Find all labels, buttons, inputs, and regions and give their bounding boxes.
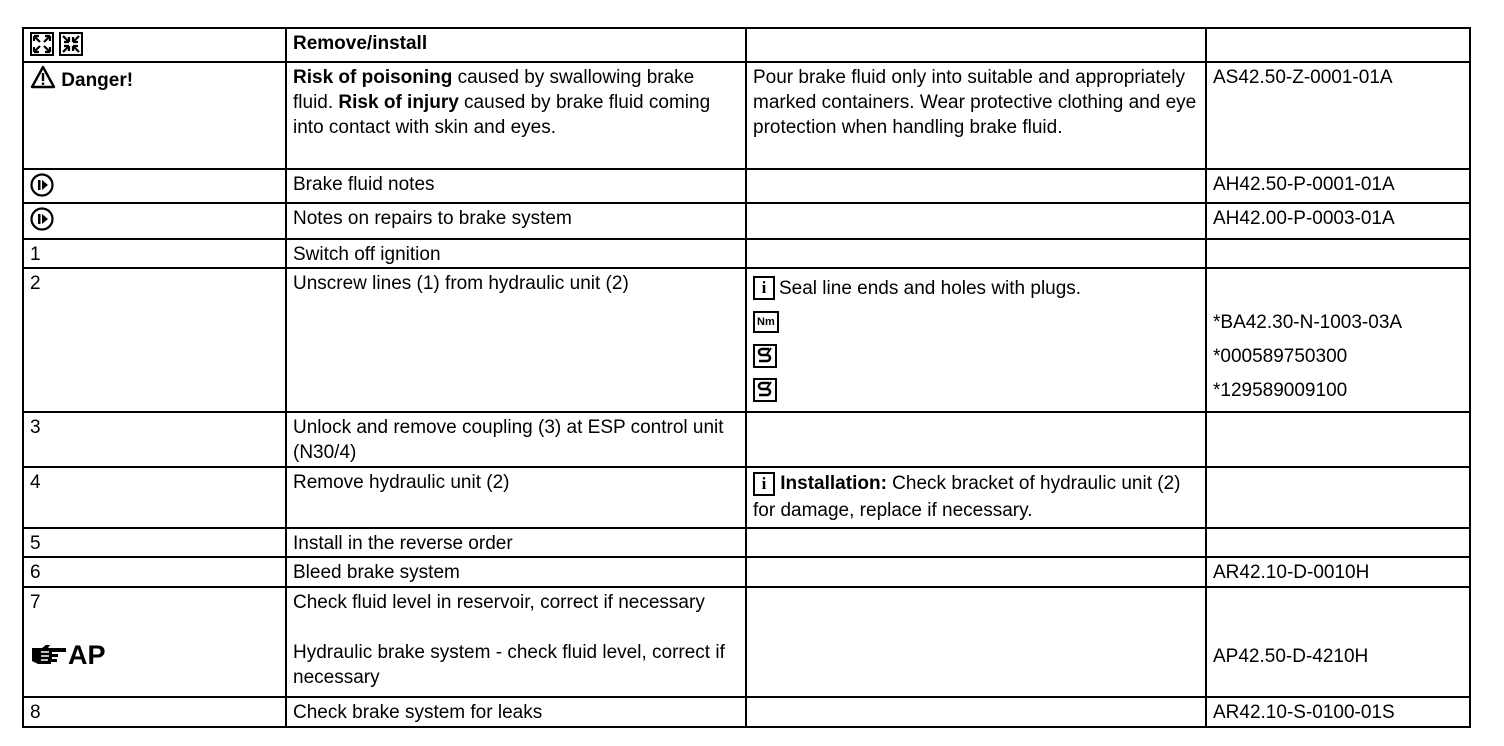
step-number: 6	[23, 557, 286, 587]
info-text: Check bracket of hydraulic unit (2) for damage, replace if necessary.	[753, 473, 1181, 521]
danger-label: Danger!	[61, 70, 134, 91]
info-label: Installation:	[780, 473, 887, 494]
danger-description: Risk of poisoning caused by swallowing brake fluid. Risk of injury caused by brake fluid coming into contact with skin and eyes.	[286, 62, 746, 169]
table-row	[23, 412, 1470, 467]
table-row	[23, 28, 1470, 62]
ap-label: AP	[68, 639, 106, 670]
tool-ref-link[interactable]: *000589750300	[1213, 345, 1348, 367]
note-icon	[30, 173, 54, 197]
expand-icon[interactable]	[30, 32, 54, 56]
step-number: 5	[23, 528, 286, 557]
table-row	[23, 268, 1470, 412]
step-number: 1	[23, 239, 286, 268]
step-text: Switch off ignition	[286, 239, 746, 268]
torque-icon: Nm	[753, 311, 779, 333]
step-ref-link[interactable]: AR42.10-D-0010H	[1206, 557, 1470, 587]
table-row	[23, 697, 1470, 727]
danger-measure: Pour brake fluid only into suitable and appropriately marked containers. Wear protective clothing and eye protection when handling brake fluid.	[746, 62, 1206, 169]
note-text: Notes on repairs to brake system	[286, 203, 746, 239]
info-icon: i	[753, 276, 775, 300]
special-tool-icon	[753, 344, 777, 368]
warning-triangle-icon	[30, 65, 56, 89]
special-tool-icon	[753, 378, 777, 402]
info-text: Seal line ends and holes with plugs.	[779, 277, 1082, 299]
repair-instructions-table	[22, 27, 1471, 728]
step-text: Install in the reverse order	[286, 528, 746, 557]
step-ref-link[interactable]: AR42.10-S-0100-01S	[1206, 697, 1470, 727]
ap-text: Hydraulic brake system - check fluid level, correct if necessary	[293, 642, 725, 688]
step-text: Bleed brake system	[286, 557, 746, 587]
table-row	[23, 467, 1470, 528]
pointing-hand-icon	[30, 644, 68, 666]
table-row	[23, 203, 1470, 239]
step-number: 3	[23, 412, 286, 467]
note-ref-link[interactable]: AH42.50-P-0001-01A	[1206, 169, 1470, 203]
table-row	[23, 557, 1470, 587]
step-text: Unlock and remove coupling (3) at ESP control unit (N30/4)	[286, 412, 746, 467]
danger-cell	[23, 62, 286, 169]
danger-ref-link[interactable]: AS42.50-Z-0001-01A	[1206, 62, 1470, 169]
step-number: 4	[23, 467, 286, 528]
step-text: Check fluid level in reservoir, correct if necessary	[293, 592, 705, 613]
step-number: 2	[23, 268, 286, 412]
table-row	[23, 62, 1470, 169]
step-text: Unscrew lines (1) from hydraulic unit (2)	[286, 268, 746, 412]
step-text: Check brake system for leaks	[286, 697, 746, 727]
note-text: Brake fluid notes	[286, 169, 746, 203]
step-number: 8	[23, 697, 286, 727]
torque-ref-link[interactable]: *BA42.30-N-1003-03A	[1213, 311, 1403, 333]
collapse-icon[interactable]	[59, 32, 83, 56]
table-row	[23, 169, 1470, 203]
table-row	[23, 587, 1470, 697]
header-icons-cell	[23, 28, 286, 62]
step-number: 7	[30, 592, 41, 613]
note-ref-link[interactable]: AH42.00-P-0003-01A	[1206, 203, 1470, 239]
action-title: Remove/install	[286, 28, 746, 62]
step-ref-link[interactable]: AP42.50-D-4210H	[1213, 646, 1369, 667]
tool-ref-link[interactable]: *129589009100	[1213, 379, 1348, 401]
info-icon: i	[753, 472, 775, 496]
step-text: Remove hydraulic unit (2)	[286, 467, 746, 528]
table-row	[23, 239, 1470, 268]
note-icon	[30, 207, 54, 231]
table-row	[23, 528, 1470, 557]
